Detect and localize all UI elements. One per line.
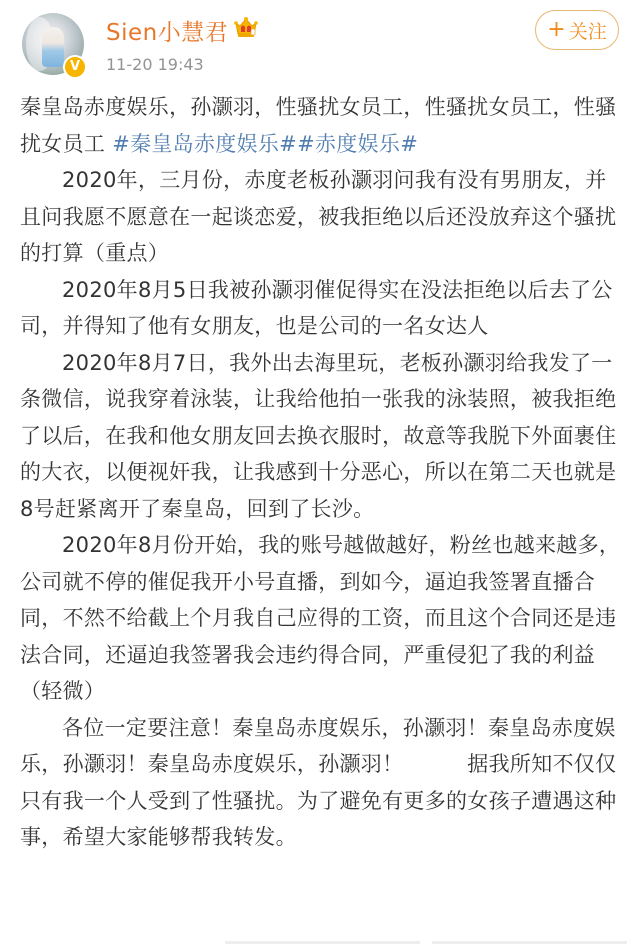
follow-button-label: 关注 (568, 20, 607, 43)
post-paragraph: 2020年8月份开始，我的账号越做越好，粉丝也越来越多，公司就不停的催促我开小号直播，到如今，逼迫我签署直播合同，不然不给截上个月我自己应得的工资，而且这个合同还是违法合同，还逼迫我签署我会违约得合同，严重侵犯了我的利益（轻微） (20, 533, 621, 703)
post-header (0, 0, 640, 90)
plus-icon: + (547, 17, 566, 42)
post-body (20, 89, 625, 856)
post-paragraph: 2020年8月5日我被孙灏羽催促得实在没法拒绝以后去了公司，并得知了他有女朋友，也是公司的一名女达人 (20, 277, 613, 338)
post-paragraph: 2020年8月7日，我外出去海里玩，老板孙灏羽给我发了一条微信，说我穿着泳装，让我给他拍一张我的泳装照，被我拒绝了以后，在我和他女朋友回去换衣服时，故意等我脱下外面裹住的大衣，以便视奸我，让我感到十分恶心，所以在第二天也就是8号赶紧离开了秦皇岛，回到了长沙。 (20, 350, 617, 521)
post-paragraph: 各位一定要注意！秦皇岛赤度娱乐，孙灏羽！秦皇岛赤度娱乐，孙灏羽！秦皇岛赤度娱乐，孙灏羽！ 据我所知不仅仅只有我一个人受到了性骚扰。为了避免有更多的女孩子遭遇这种事，希望大家能够帮我转发。 (20, 715, 617, 849)
follow-button[interactable] (535, 10, 619, 50)
hashtag-link[interactable]: #秦皇岛赤度娱乐# (112, 131, 298, 156)
crown-icon (234, 16, 258, 38)
verified-badge-icon: V (63, 55, 87, 79)
post-paragraph-intro (20, 89, 625, 162)
post-timestamp: 11-20 19:43 (106, 55, 204, 74)
post-paragraph: 2020年，三月份，赤度老板孙灏羽问我有没有男朋友，并且问我愿不愿意在一起谈恋爱，被我拒绝以后还没放弃这个骚扰的打算（重点） (20, 168, 617, 265)
intro-text: 秦皇岛赤度娱乐，孙灏羽，性骚扰女员工，性骚扰女员工，性骚扰女员工 (20, 95, 617, 156)
avatar-image-figure (42, 27, 64, 67)
author-name[interactable]: Sien小慧君 (106, 20, 229, 46)
hashtag-link[interactable]: #赤度娱乐# (297, 131, 419, 156)
